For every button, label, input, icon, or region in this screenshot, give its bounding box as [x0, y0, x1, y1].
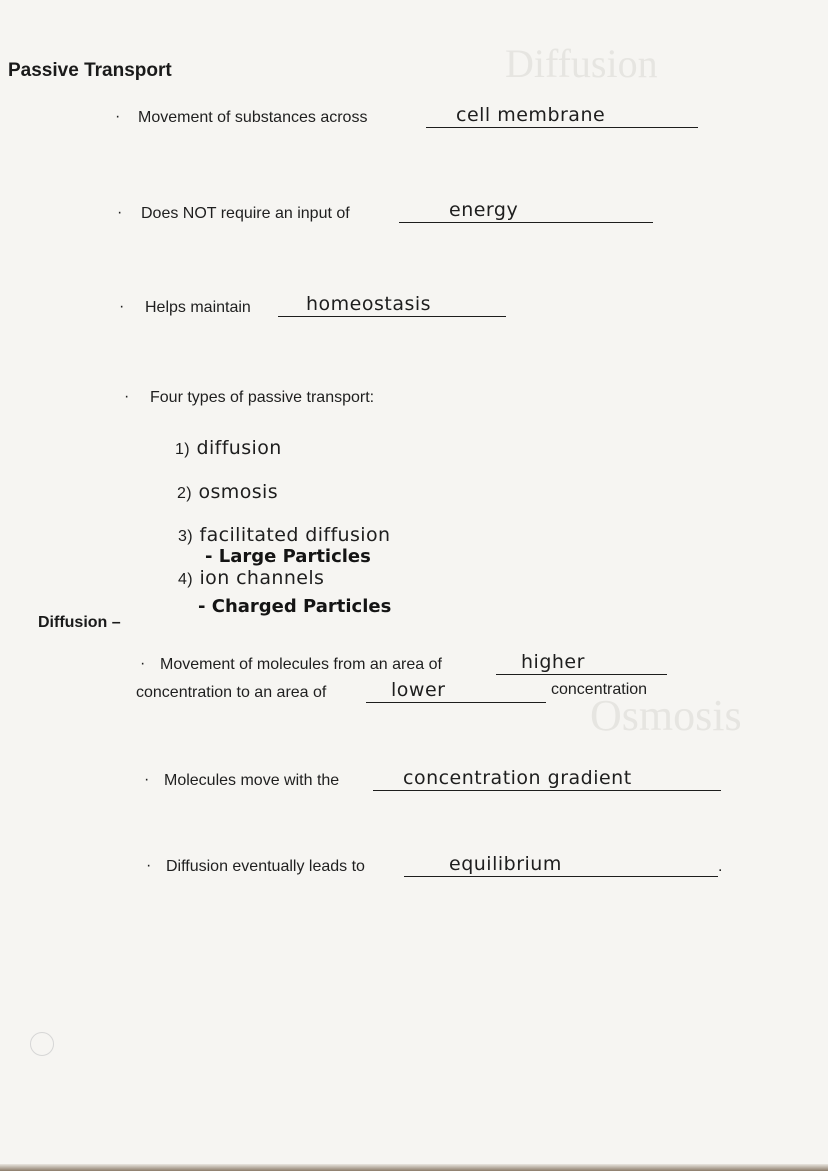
prompt-text: concentration to an area of: [136, 684, 327, 701]
list-item: 2) osmosis: [177, 481, 279, 503]
answer-blank[interactable]: [426, 103, 698, 128]
answer-blank[interactable]: [373, 766, 721, 791]
bleed-through-text: Osmosis: [590, 691, 742, 740]
handwritten-answer: energy: [449, 199, 519, 221]
answer-blank[interactable]: [399, 198, 653, 223]
bullet: ·: [124, 388, 130, 405]
list-item: 1) diffusion: [175, 437, 282, 459]
section-heading-passive-transport: Passive Transport: [8, 60, 172, 81]
prompt-text: Four types of passive transport:: [150, 389, 375, 406]
prompt-text: Helps maintain: [145, 299, 251, 316]
section-heading-diffusion: Diffusion –: [38, 614, 121, 631]
bullet: ·: [146, 857, 152, 874]
list-item: 3) facilitated diffusion: [178, 524, 391, 546]
handwritten-answer: equilibrium: [449, 853, 562, 875]
handwritten-answer: cell membrane: [456, 104, 606, 126]
prompt-suffix: concentration: [551, 681, 648, 698]
handwritten-note: - Large Particles: [205, 546, 371, 567]
bleed-through-text: Diffusion: [505, 41, 658, 86]
prompt-text: Diffusion eventually leads to: [166, 858, 365, 875]
bullet: ·: [140, 655, 146, 672]
answer-blank[interactable]: [278, 292, 506, 317]
handwritten-answer: lower: [391, 679, 446, 701]
prompt-text: Molecules move with the: [164, 772, 340, 789]
prompt-text: Movement of molecules from an area of: [160, 656, 442, 673]
answer-blank[interactable]: [404, 852, 718, 877]
list-item: 4) ion channels: [178, 567, 325, 589]
answer-blank[interactable]: [496, 650, 667, 675]
handwritten-answer: homeostasis: [306, 293, 432, 315]
prompt-text: Movement of substances across: [138, 109, 368, 126]
bullet: ·: [119, 298, 125, 315]
page-edge: [0, 1164, 828, 1171]
binder-hole: [30, 1032, 54, 1056]
prompt-suffix: .: [718, 858, 723, 875]
bullet: ·: [115, 108, 121, 125]
bullet: ·: [117, 204, 123, 221]
prompt-text: Does NOT require an input of: [141, 205, 350, 222]
handwritten-note: - Charged Particles: [198, 596, 392, 617]
handwritten-answer: concentration gradient: [403, 767, 632, 789]
answer-blank[interactable]: [366, 678, 546, 703]
bullet: ·: [144, 771, 150, 788]
handwritten-answer: higher: [521, 651, 585, 673]
